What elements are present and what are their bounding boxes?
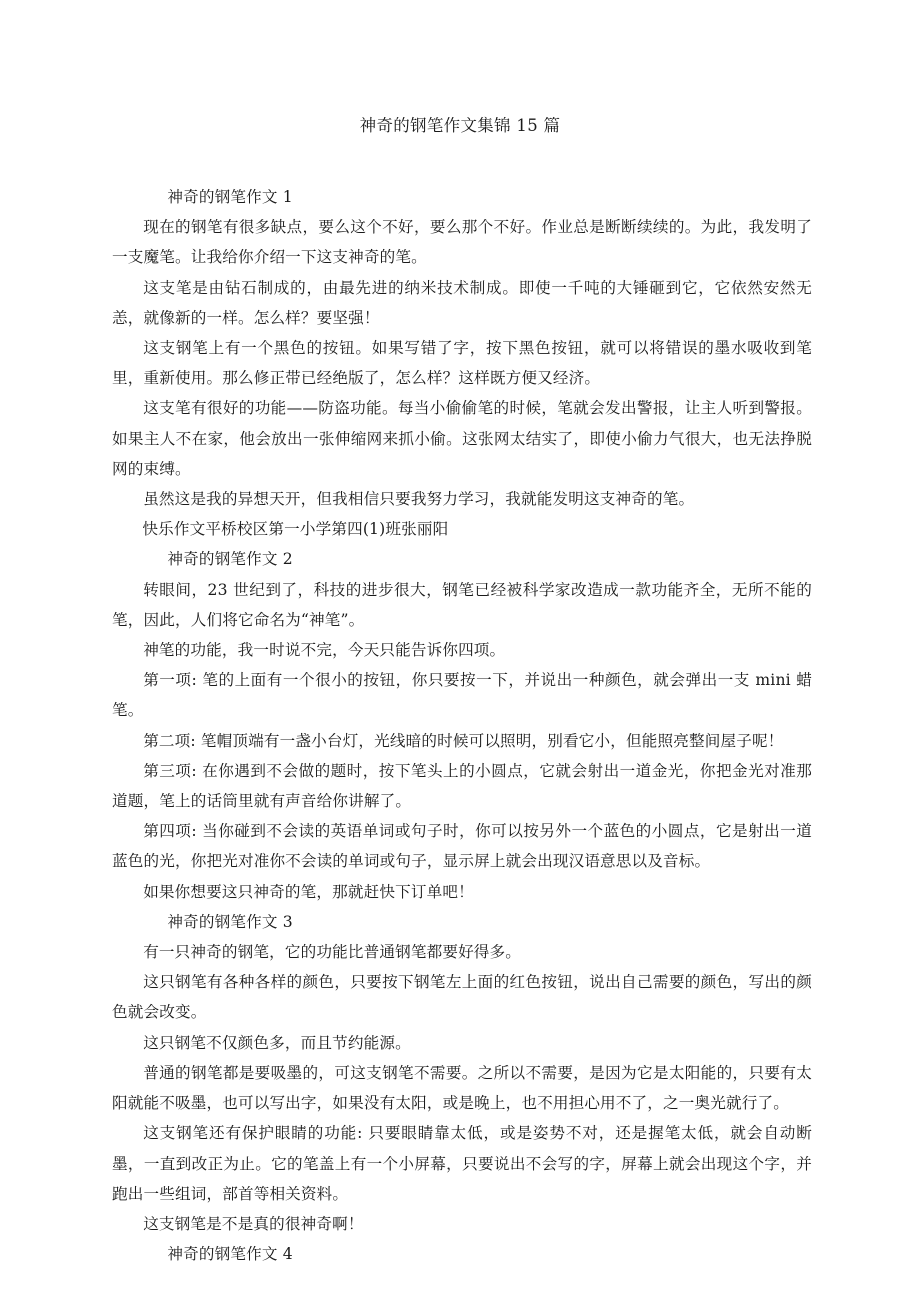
- section-heading: 神奇的钢笔作文 1: [167, 188, 293, 206]
- page-title: 神奇的钢笔作文集锦 15 篇: [359, 116, 561, 135]
- paragraph: 这支钢笔是不是真的很神奇啊！: [143, 1214, 364, 1233]
- section-heading: 神奇的钢笔作文 4: [167, 1245, 293, 1264]
- paragraph: 这只钢笔有各种各样的颜色，只要按下钢笔左上面的红色按钮，说出自己需要的颜色，写出的颜色就会改变。: [112, 973, 812, 1022]
- paragraph: 虽然这是我的异想天开，但我相信只要我努力学习，我就能发明这支神奇的笔。: [143, 490, 695, 509]
- paragraph: 普通的钢笔都是要吸墨的，可这支钢笔不需要。之所以不需要，是因为它是太阳能的，只要有太阳就能不吸墨，也可以写出字，如果没有太阳，或是晚上，也不用担心用不了，之一奥光就行了。: [112, 1063, 812, 1113]
- paragraph: 如果你想要这只神奇的笔，那就赶快下订单吧！: [143, 882, 474, 901]
- paragraph: 这只钢笔不仅颜色多，而且节约能源。: [143, 1033, 411, 1052]
- paragraph: 这支钢笔上有一个黑色的按钮。如果写错了字，按下黑色按钮，就可以将错误的墨水吸收到笔里，重新使用。那么修正带已经绝版了，怎么样？这样既方便又经济。: [112, 339, 812, 388]
- paragraph: 第四项: 当你碰到不会读的英语单词或句子时，你可以按另外一个蓝色的小圆点，它是射出一道蓝色的光，你把光对准你不会读的单词或句子，显示屏上就会出现汉语意思以及音标。: [112, 822, 812, 871]
- paragraph: 有一只神奇的钢笔，它的功能比普通钢笔都要好得多。: [143, 943, 522, 962]
- document-body: [112, 182, 812, 1269]
- paragraph: 现在的钢笔有很多缺点，要么这个不好，要么那个不好。作业总是断断续续的。为此，我发明了一支魔笔。让我给你介绍一下这支神奇的笔。: [112, 218, 812, 267]
- paragraph: 第三项: 在你遇到不会做的题时，按下笔头上的小圆点，它就会射出一道金光，你把金光对准那道题，笔上的话筒里就有声音给你讲解了。: [112, 761, 812, 811]
- signature-line: 快乐作文平桥校区第一小学第四(1)班张丽阳: [142, 520, 449, 539]
- section-heading: 神奇的钢笔作文 2: [167, 550, 293, 569]
- paragraph: 第二项: 笔帽顶端有一盏小台灯，光线暗的时候可以照明，别看它小，但能照亮整间屋子呢！: [143, 731, 784, 750]
- section-heading: 神奇的钢笔作文 3: [167, 912, 293, 931]
- paragraph: 第一项: 笔的上面有一个很小的按钮，你只要按一下，并说出一种颜色，就会弹出一支 mini 蜡笔。: [112, 671, 812, 720]
- paragraph: 神笔的功能，我一时说不完，今天只能告诉你四项。: [143, 641, 506, 660]
- paragraph: 这支笔有很好的功能——防盗功能。每当小偷偷笔的时候，笔就会发出警报，让主人听到警报。如果主人不在家，他会放出一张伸缩网来抓小偷。这张网太结实了，即使小偷力气很大，也无法挣脱网的束缚。: [112, 399, 812, 478]
- paragraph: 这支钢笔还有保护眼睛的功能: 只要眼睛靠太低，或是姿势不对，还是握笔太低，就会自动断墨，一直到改正为止。它的笔盖上有一个小屏幕，只要说出不会写的字，屏幕上就会出现这个字，并跑出一些组词，部首等相关资料。: [112, 1124, 812, 1203]
- paragraph: 这支笔是由钻石制成的，由最先进的纳米技术制成。即使一千吨的大锤砸到它，它依然安然无恙，就像新的一样。怎么样？要坚强！: [112, 278, 812, 327]
- paragraph: 转眼间，23 世纪到了，科技的进步很大，钢笔已经被科学家改造成一款功能齐全，无所不能的笔，因此，人们将它命名为“神笔”。: [112, 580, 812, 629]
